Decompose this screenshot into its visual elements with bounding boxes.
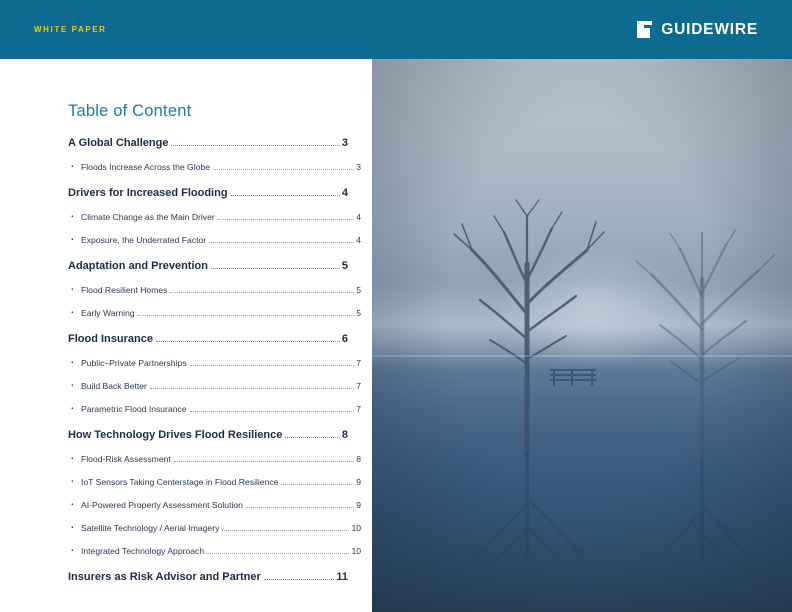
toc-entry-page: 4 bbox=[341, 187, 348, 199]
toc-leader-dots bbox=[213, 168, 354, 170]
toc-leader-dots bbox=[170, 291, 354, 293]
toc-entry[interactable] bbox=[68, 235, 361, 245]
toc-entry-label: Drivers for Increased Flooding bbox=[68, 187, 228, 199]
cover-image-vignette bbox=[372, 59, 792, 612]
cover-image bbox=[372, 59, 792, 612]
toc-entry-page: 3 bbox=[341, 137, 348, 149]
toc-entry[interactable] bbox=[68, 358, 361, 368]
toc-entry-page: 7 bbox=[356, 358, 361, 368]
toc-entry-label: · Public–Private Partnerships bbox=[81, 358, 187, 368]
toc-entry-label: Flood Insurance bbox=[68, 333, 153, 345]
toc-entry-page: 4 bbox=[356, 212, 361, 222]
toc-leader-dots bbox=[174, 460, 354, 462]
toc-entry-label: A Global Challenge bbox=[68, 137, 169, 149]
toc-entry-page: 10 bbox=[351, 546, 361, 556]
toc-entry[interactable] bbox=[68, 571, 348, 583]
toc-entry[interactable] bbox=[68, 260, 348, 272]
toc-entry-page: 10 bbox=[351, 523, 361, 533]
toc-leader-dots bbox=[222, 529, 349, 531]
toc-entry[interactable] bbox=[68, 333, 348, 345]
toc-list bbox=[68, 137, 361, 583]
toc-entry-page: 7 bbox=[356, 381, 361, 391]
toc-entry-label: · Flood Resilient Homes bbox=[81, 285, 168, 295]
toc-entry[interactable] bbox=[68, 404, 361, 414]
toc-leader-dots bbox=[171, 144, 339, 146]
toc-entry-label: · Climate Change as the Main Driver bbox=[81, 212, 215, 222]
toc-entry-label: · Satellite Technology / Aerial Imagery bbox=[81, 523, 220, 533]
toc-leader-dots bbox=[246, 506, 354, 508]
toc-entry-page: 9 bbox=[356, 477, 361, 487]
toc-leader-dots bbox=[190, 410, 355, 412]
toc-leader-dots bbox=[156, 340, 340, 342]
toc-entry[interactable] bbox=[68, 285, 361, 295]
toc-entry[interactable] bbox=[68, 212, 361, 222]
toc-entry-label: How Technology Drives Flood Resilience bbox=[68, 429, 283, 441]
page-title: Table of Content bbox=[68, 102, 192, 120]
toc-entry[interactable] bbox=[68, 137, 348, 149]
guidewire-g-logo-icon bbox=[635, 20, 654, 39]
toc-entry-label: · Early Warning bbox=[81, 308, 135, 318]
toc-leader-dots bbox=[190, 364, 355, 366]
brand-name: GUIDEWIRE bbox=[661, 20, 758, 38]
toc-leader-dots bbox=[264, 578, 335, 580]
page-body bbox=[0, 59, 792, 612]
toc-entry[interactable] bbox=[68, 187, 348, 199]
toc-leader-dots bbox=[231, 194, 340, 196]
toc-entry[interactable] bbox=[68, 454, 361, 464]
toc-entry[interactable] bbox=[68, 500, 361, 510]
toc-entry[interactable] bbox=[68, 308, 361, 318]
toc-entry-label: · Exposure, the Underrated Factor bbox=[81, 235, 207, 245]
toc-leader-dots bbox=[150, 387, 354, 389]
brand-logo bbox=[635, 20, 792, 39]
toc-entry-page: 8 bbox=[341, 429, 348, 441]
toc-leader-dots bbox=[209, 241, 354, 243]
toc-entry-page: 6 bbox=[341, 333, 348, 345]
toc-entry-label: · IoT Sensors Taking Centerstage in Flood Resilience bbox=[81, 477, 279, 487]
toc-entry-label: · Integrated Technology Approach bbox=[81, 546, 205, 556]
toc-entry[interactable] bbox=[68, 523, 361, 533]
toc-entry-page: 3 bbox=[356, 162, 361, 172]
toc-leader-dots bbox=[218, 218, 354, 220]
toc-leader-dots bbox=[281, 483, 354, 485]
toc-entry-label: · AI-Powered Property Assessment Solution bbox=[81, 500, 243, 510]
header-left bbox=[0, 25, 107, 34]
toc-entry[interactable] bbox=[68, 429, 348, 441]
toc-entry[interactable] bbox=[68, 477, 361, 487]
toc-entry-label: · Floods Increase Across the Globe bbox=[81, 162, 210, 172]
toc-entry-page: 8 bbox=[356, 454, 361, 464]
toc-entry-label: · Parametric Flood Insurance bbox=[81, 404, 187, 414]
toc-entry-label: Insurers as Risk Advisor and Partner bbox=[68, 571, 261, 583]
table-of-contents-pane bbox=[0, 59, 372, 612]
table-of-contents bbox=[0, 59, 372, 583]
toc-entry[interactable] bbox=[68, 381, 361, 391]
toc-leader-dots bbox=[285, 436, 340, 438]
toc-entry-page: 9 bbox=[356, 500, 361, 510]
toc-entry-page: 5 bbox=[341, 260, 348, 272]
toc-entry-page: 11 bbox=[336, 571, 348, 583]
toc-entry-label: · Build Back Better bbox=[81, 381, 147, 391]
toc-entry[interactable] bbox=[68, 546, 361, 556]
toc-entry-page: 7 bbox=[356, 404, 361, 414]
toc-entry-page: 5 bbox=[356, 285, 361, 295]
document-kicker: WHITE PAPER bbox=[34, 25, 107, 34]
toc-entry-label: · Flood-Risk Assessment bbox=[81, 454, 171, 464]
toc-entry[interactable] bbox=[68, 162, 361, 172]
toc-leader-dots bbox=[211, 267, 340, 269]
toc-entry-label: Adaptation and Prevention bbox=[68, 260, 208, 272]
page-header bbox=[0, 0, 792, 59]
toc-leader-dots bbox=[207, 552, 349, 554]
toc-entry-page: 5 bbox=[356, 308, 361, 318]
toc-entry-page: 4 bbox=[356, 235, 361, 245]
toc-leader-dots bbox=[138, 314, 355, 316]
